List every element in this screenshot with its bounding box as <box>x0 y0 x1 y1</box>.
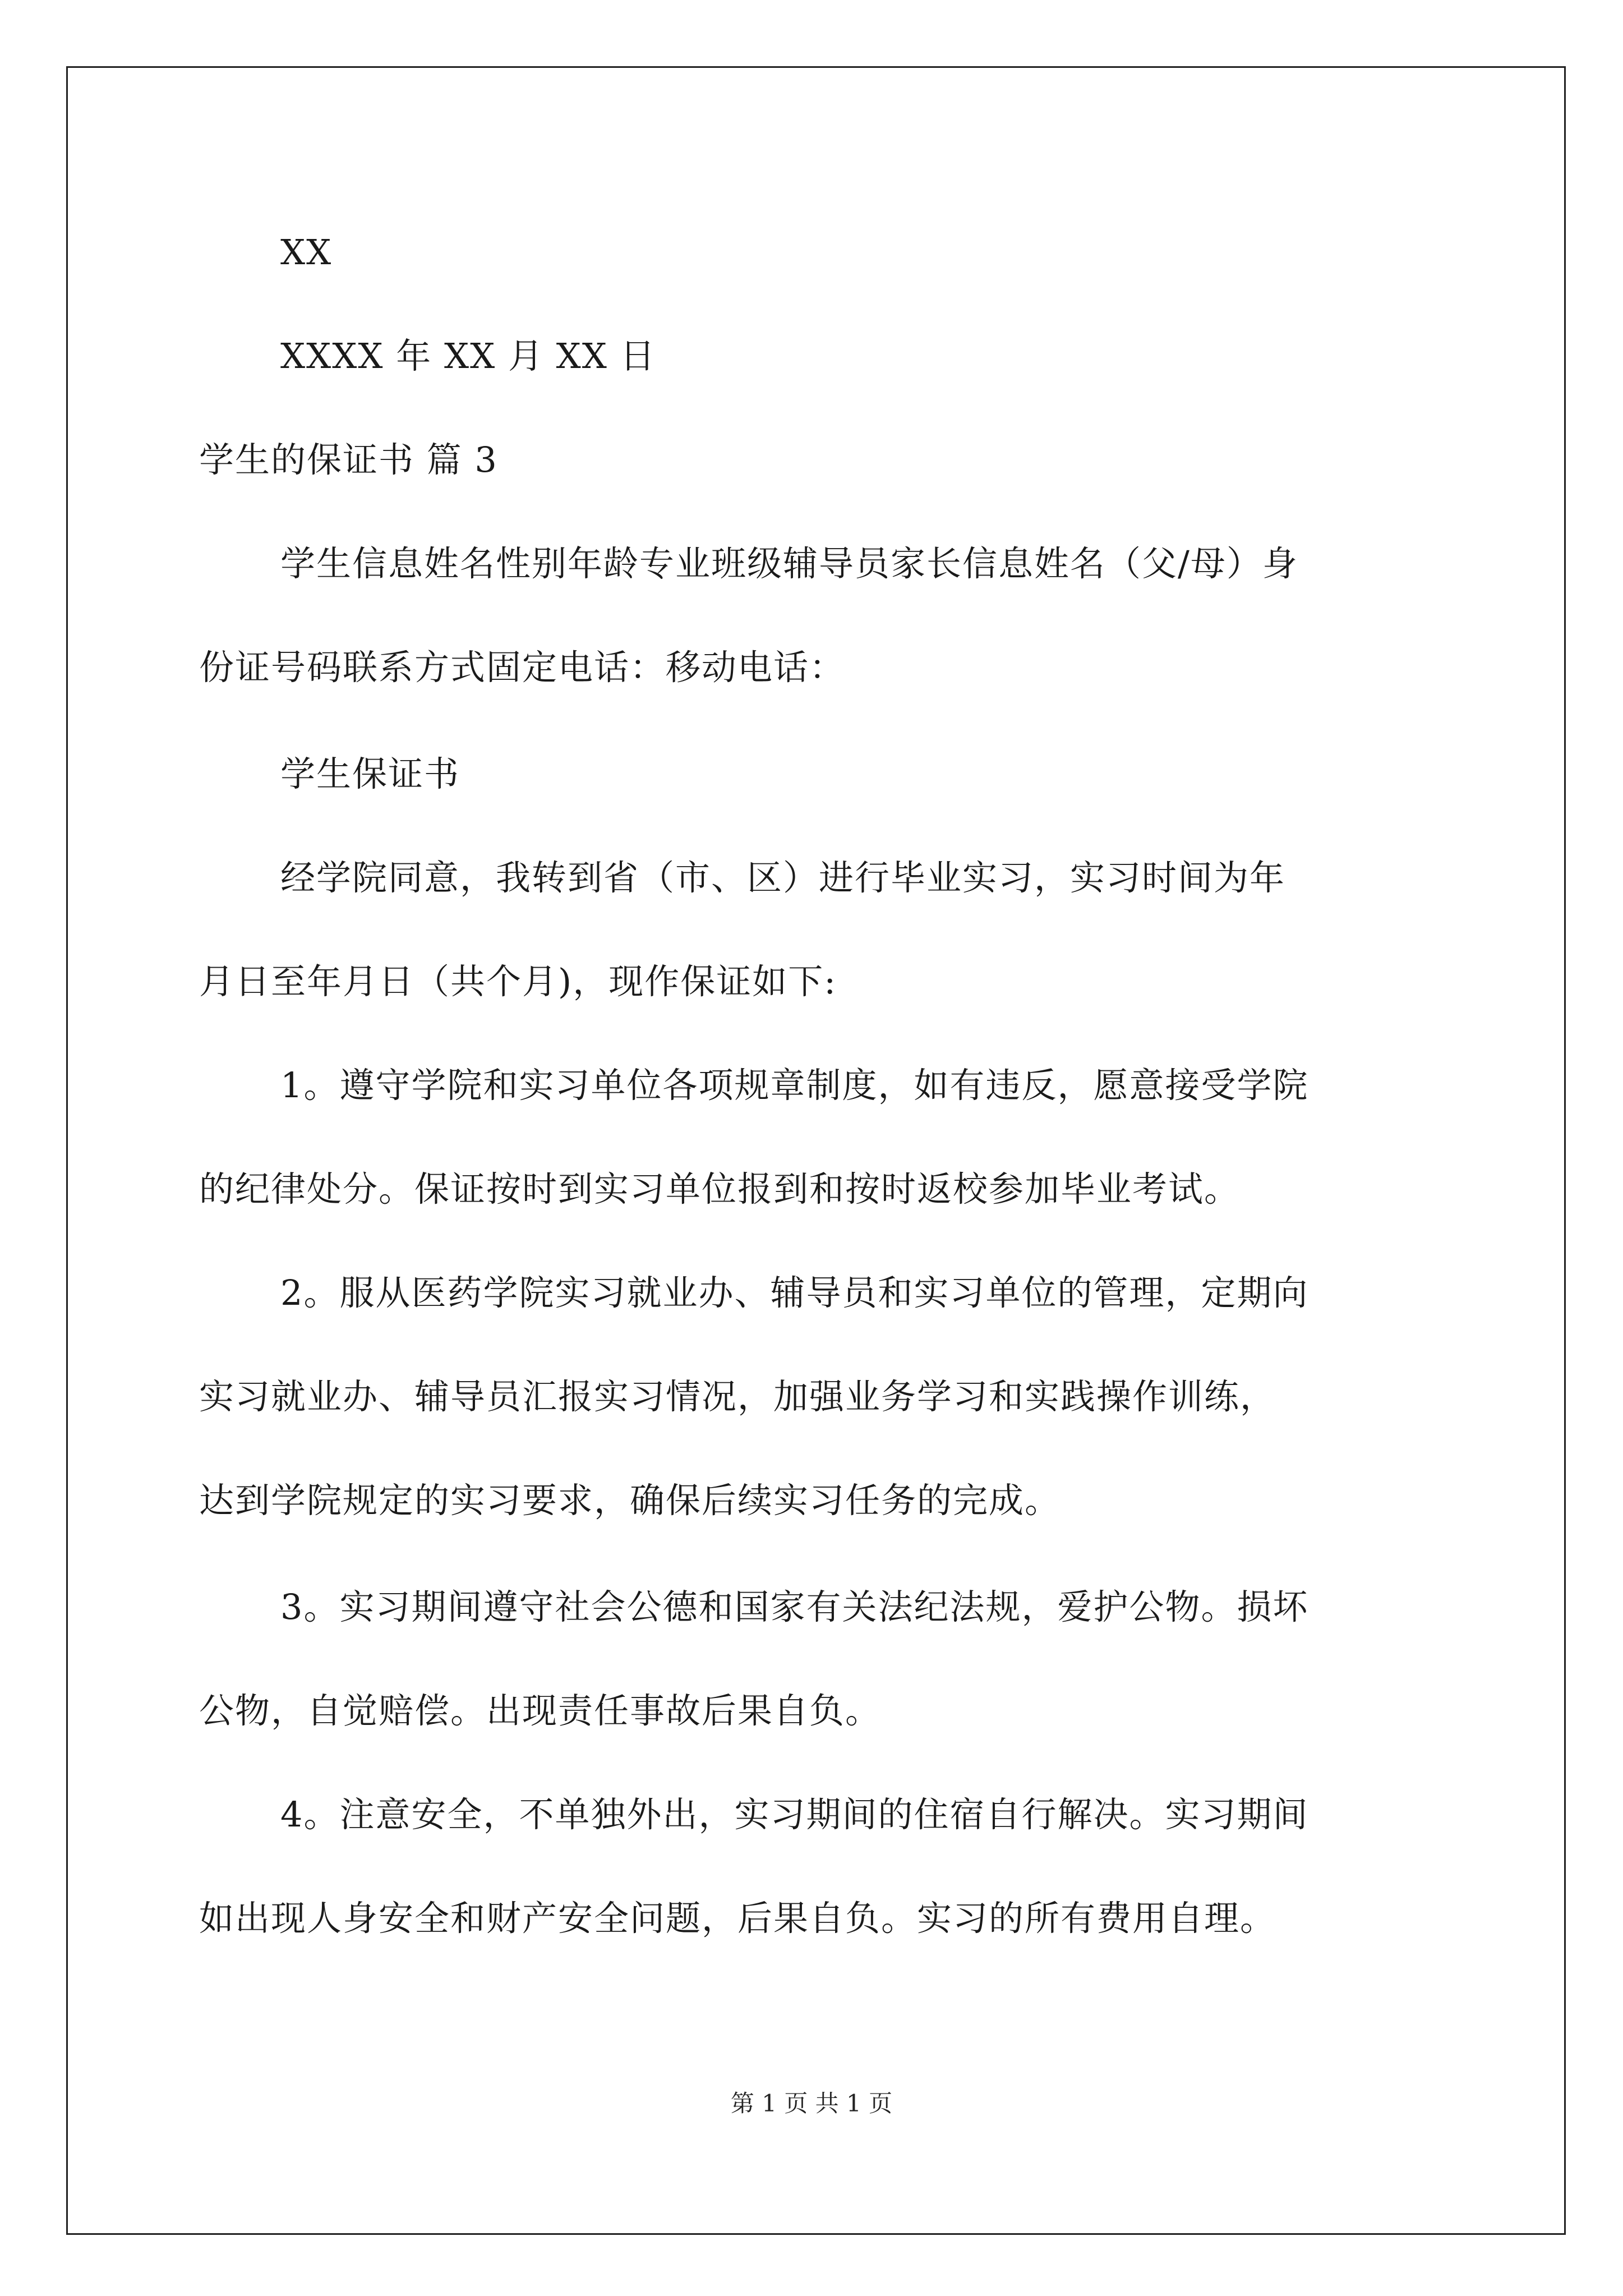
paragraph-line: 公物，自觉赔偿。出现责任事故后果自负。 <box>199 1690 882 1731</box>
section-heading: 学生的保证书 篇 3 <box>199 439 498 480</box>
paragraph-line: 实习就业办、辅导员汇报实习情况，加强业务学习和实践操作训练， <box>199 1376 1276 1417</box>
paragraph-line: 如出现人身安全和财产安全问题，后果自负。实习的所有费用自理。 <box>199 1898 1276 1939</box>
paragraph-line: 3。实习期间遵守社会公德和国家有关法纪法规，爱护公物。损坏 <box>280 1586 1309 1627</box>
paragraph-line: 的纪律处分。保证按时到实习单位报到和按时返校参加毕业考试。 <box>199 1168 1241 1209</box>
paragraph-line: 学生信息姓名性别年龄专业班级辅导员家长信息姓名（父/母）身 <box>280 543 1298 584</box>
page-footer: 第 1 页 共 1 页 <box>730 2090 893 2117</box>
paragraph-line: 4。注意安全，不单独外出，实习期间的住宿自行解决。实习期间 <box>280 1794 1309 1835</box>
paragraph-title: 学生保证书 <box>280 753 460 794</box>
paragraph-line: 2。服从医药学院实习就业办、辅导员和实习单位的管理，定期向 <box>280 1272 1309 1313</box>
paragraph-line: 经学院同意，我转到省（市、区）进行毕业实习，实习时间为年 <box>280 857 1286 898</box>
paragraph-line: 份证号码联系方式固定电话：移动电话： <box>199 647 846 688</box>
paragraph-line: 月日至年月日（共个月)，现作保证如下: <box>199 961 837 1002</box>
signature-name: XX <box>280 232 333 273</box>
paragraph-line: 达到学院规定的实习要求，确保后续实习任务的完成。 <box>199 1480 1061 1521</box>
signature-date: XXXX 年 XX 月 XX 日 <box>280 335 656 376</box>
paragraph-line: 1。遵守学院和实习单位各项规章制度，如有违反，愿意接受学院 <box>280 1065 1309 1106</box>
